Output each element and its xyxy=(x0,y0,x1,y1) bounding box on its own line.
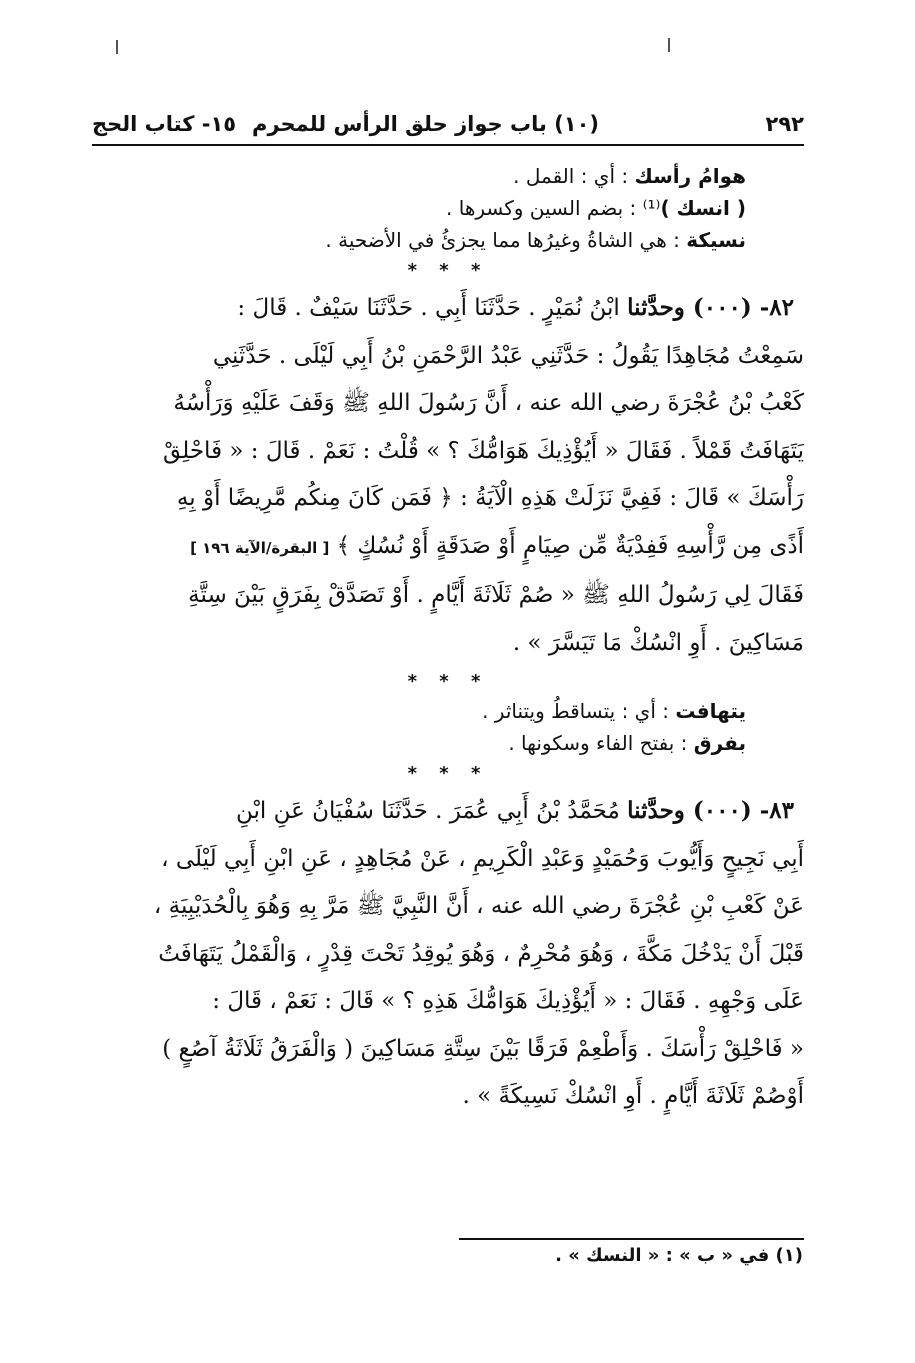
hadith-number: ٨٣- (٠٠٠) وحدَّثنا xyxy=(627,797,794,824)
hadith-83 xyxy=(92,787,804,1121)
running-header xyxy=(92,104,804,146)
page-body xyxy=(92,160,804,1121)
hadith-line: ٨٣- (٠٠٠) وحدَّثنا مُحَمَّدُ بْنُ أَبِي عُمَرَ . حَدَّثَنَا سُفْيَانُ عَنِ ابْنِ xyxy=(235,797,794,824)
gloss-entry: يتهافت : أي : يتساقطُ ويتناثر . xyxy=(482,699,746,723)
quran-reference: [ البقرة/الآية ١٩٦ ] xyxy=(190,538,330,557)
hadith-line: أَذًى مِن رَّأْسِهِ فَفِدْيَةٌ مِّن صِيَامٍ أَوْ صَدَقَةٍ أَوْ نُسُكٍ ﴾ [ البقرة/الآية ١٩٦ ] xyxy=(190,532,804,559)
book-title: ١٥- كتاب الحج xyxy=(92,112,237,136)
hadith-line: أَبِي نَجِيحٍ وَأَيُّوبَ وَحُمَيْدٍ وَعَبْدِ الْكَرِيمِ ، عَنْ مُجَاهِدٍ ، عَنِ ابْنِ أَبِي لَيْلَى ، xyxy=(161,845,804,872)
hadith-line: قَبْلَ أَنْ يَدْخُلَ مَكَّةَ ، وَهُوَ مُحْرِمٌ ، وَهُوَ يُوقِدُ تَحْتَ قِدْرٍ ، وَالْقَمْلُ يَتَهَافَتُ xyxy=(158,940,804,967)
scan-mark xyxy=(116,40,118,54)
chapter-title: (١٠) باب جواز حلق الرأس للمحرم xyxy=(252,112,599,136)
scan-mark xyxy=(668,38,670,52)
hadith-line: فَقَالَ لِي رَسُولُ اللهِ ﷺ « صُمْ ثَلَاثَةَ أَيَّامٍ . أَوْ تَصَدَّقْ بِفَرَقٍ بَيْنَ سِتَّةِ xyxy=(188,582,804,608)
hadith-82 xyxy=(92,284,804,667)
hadith-line: « فَاحْلِقْ رَأْسَكَ . وَأَطْعِمْ فَرَقًا بَيْنَ سِتَّةِ مَسَاكِينَ ( وَالْفَرَقُ ثَلَاثَةُ آصُعٍ ) xyxy=(162,1035,804,1062)
section-separator: * * * xyxy=(407,763,489,784)
gloss-entry: نسيكة : هي الشاةُ وغيرُها مما يجزئُ في الأضحية . xyxy=(325,228,746,252)
gloss-entry: هوامُ رأسك : أي : القمل . xyxy=(513,164,746,188)
gloss-entry: بفرق : بفتح الفاء وسكونها . xyxy=(508,731,746,755)
hadith-line: عَنْ كَعْبِ بْنِ عُجْرَةَ رضي الله عنه ، أَنَّ النَّبِيَّ ﷺ مَرَّ بِهِ وَهُوَ بِالْحُدَيْبِيَةِ ، xyxy=(153,893,804,919)
section-separator: * * * xyxy=(407,671,489,692)
page-number: ٢٩٢ xyxy=(765,112,804,136)
hadith-line: مَسَاكِينَ . أَوِ انْسُكْ مَا تَيَسَّرَ » . xyxy=(512,629,804,656)
hadith-line: يَتَهَافَتُ قَمْلاً . فَقَالَ « أَيُؤْذِيكَ هَوَامُّكَ ؟ » قُلْتُ : نَعَمْ . قَالَ : « فَاحْلِقْ xyxy=(163,437,804,464)
hadith-line: أَوْصُمْ ثَلَاثَةَ أَيَّامٍ . أَوِ انْسُكْ نَسِيكَةً » . xyxy=(462,1083,804,1109)
gloss-entry: ( انسك )⁽¹⁾ : بضم السين وكسرها . xyxy=(446,196,746,220)
footnote-divider xyxy=(459,1238,804,1240)
hadith-line: رَأْسَكَ » قَالَ : فَفِيَّ نَزَلَتْ هَذِهِ الْآيَةُ : ﴿ فَمَن كَانَ مِنكُم مَّرِيضًا أَوْ بِهِ xyxy=(176,485,804,511)
glossary-1 xyxy=(92,160,804,256)
footnote: (١) في « ب » : « النسك » . xyxy=(555,1245,803,1266)
section-separator: * * * xyxy=(407,260,489,281)
hadith-line: سَمِعْتُ مُجَاهِدًا يَقُولُ : حَدَّثَنِي عَبْدُ الرَّحْمَنِ بْنُ أَبِي لَيْلَى . حَدَّثَنِي xyxy=(212,342,804,369)
hadith-number: ٨٢- (٠٠٠) وحدَّثنا xyxy=(627,294,794,321)
hadith-line: كَعْبُ بْنُ عُجْرَةَ رضي الله عنه ، أَنَّ رَسُولَ اللهِ ﷺ وَقَفَ عَلَيْهِ وَرَأْسُهُ xyxy=(173,390,804,416)
hadith-line: عَلَى وَجْهِهِ . فَقَالَ : « أَيُؤْذِيكَ هَوَامُّكَ هَذِهِ ؟ » قَالَ : نَعَمْ ، قَالَ : xyxy=(212,988,804,1014)
glossary-2 xyxy=(92,695,804,759)
hadith-line: ٨٢- (٠٠٠) وحدَّثنا ابْنُ نُمَيْرٍ . حَدَّثَنَا أَبِي . حَدَّثَنَا سَيْفٌ . قَالَ : xyxy=(237,294,794,321)
